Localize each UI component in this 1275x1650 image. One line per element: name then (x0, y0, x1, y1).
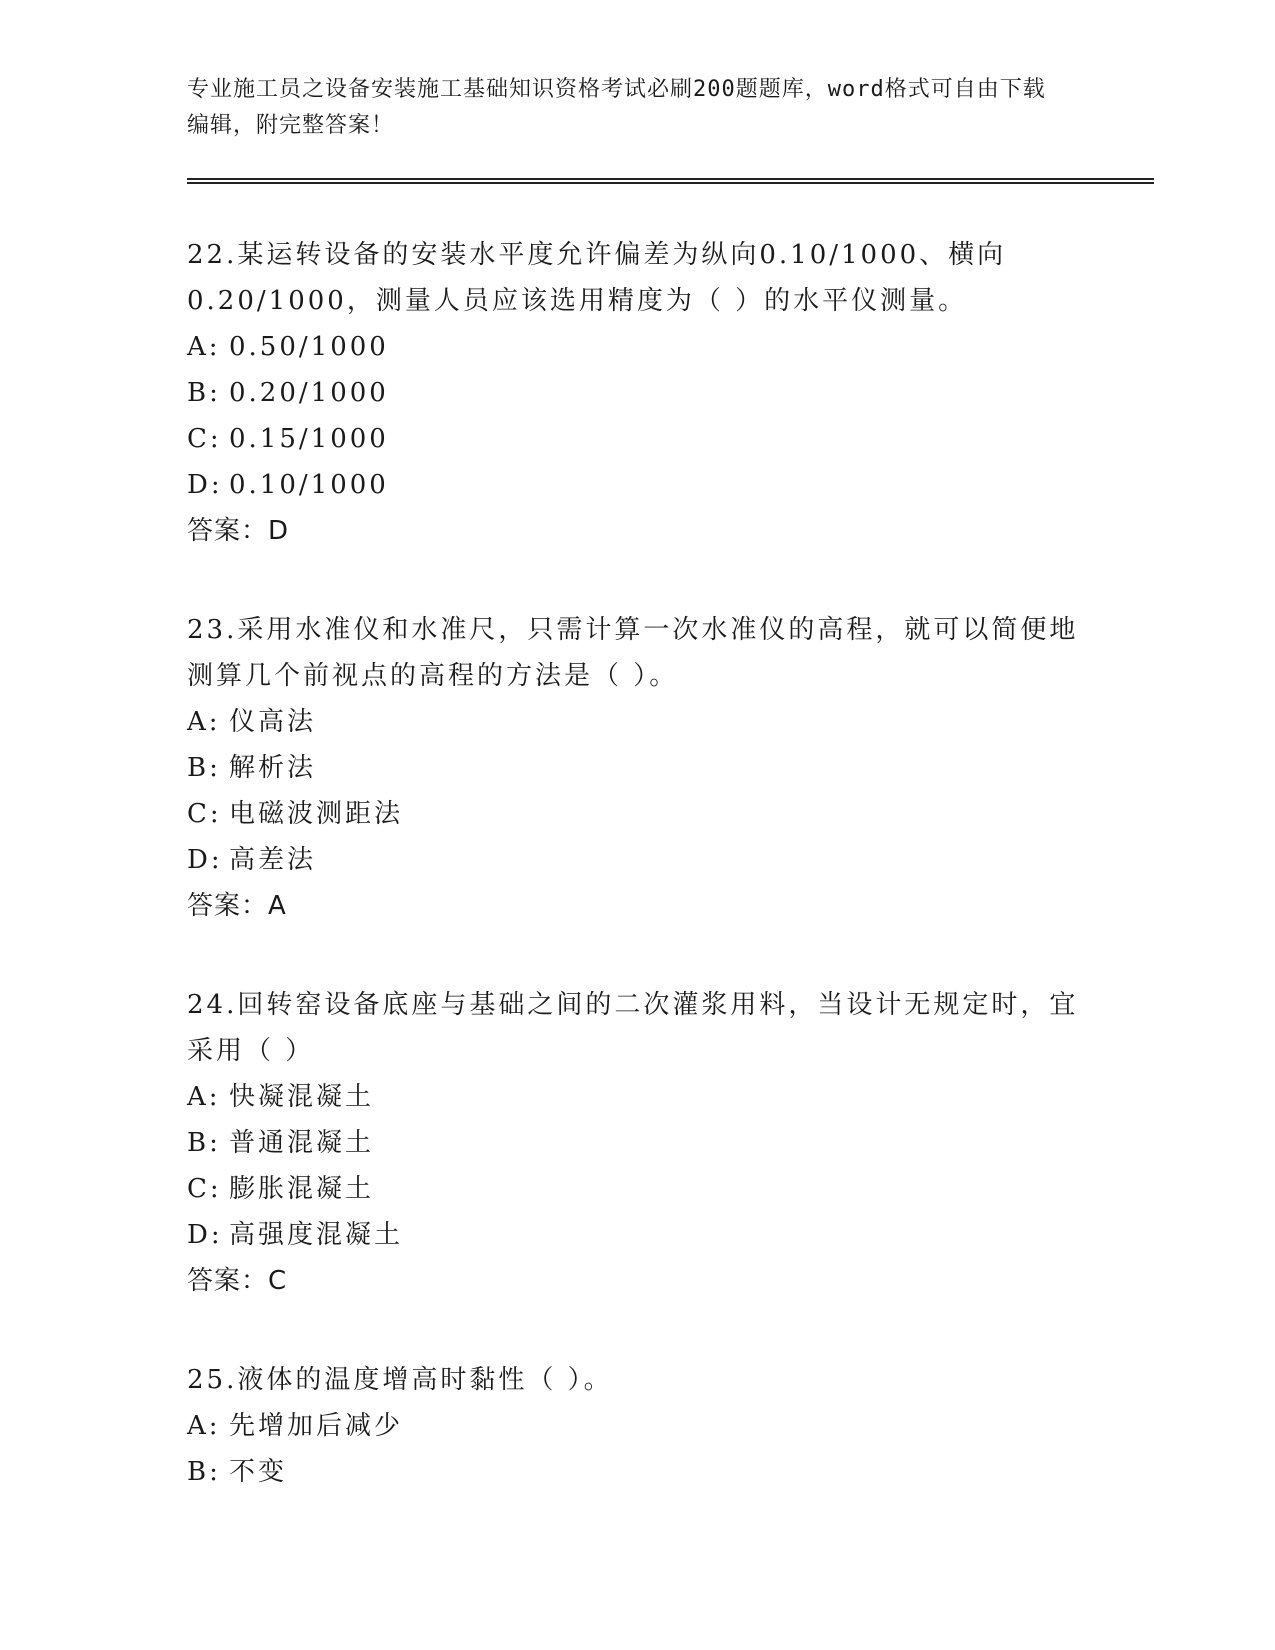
option-key: D: (187, 845, 223, 875)
option-a (187, 324, 1087, 370)
option-a (187, 1403, 1087, 1449)
option-text: 0.10/1000 (229, 470, 389, 500)
option-b (187, 1449, 1087, 1495)
option-d (187, 837, 1087, 883)
option-key: D: (187, 1220, 223, 1250)
question-24 (187, 982, 1087, 1304)
answer-line: 答案：A (187, 891, 287, 921)
option-d (187, 1212, 1087, 1258)
option-text: 0.20/1000 (229, 378, 389, 408)
option-text: 高差法 (229, 845, 317, 875)
question-stem: 25.液体的温度增高时黏性（ ）。 (187, 1365, 613, 1395)
question-stem: 23.采用水准仪和水准尺，只需计算一次水准仪的高程，就可以简便地测算几个前视点的高程的方法是（ ）。 (187, 615, 1079, 691)
option-b (187, 1120, 1087, 1166)
option-text: 不变 (229, 1457, 288, 1487)
option-key: C: (187, 1174, 222, 1204)
document-header (187, 72, 1067, 144)
option-b (187, 370, 1087, 416)
option-key: B: (187, 1128, 221, 1158)
option-text: 膨胀混凝土 (229, 1174, 375, 1204)
option-text: 电磁波测距法 (229, 799, 404, 829)
answer-line: 答案：D (187, 516, 290, 546)
option-key: B: (187, 1457, 221, 1487)
option-key: A: (187, 707, 221, 737)
option-c (187, 791, 1087, 837)
option-key: D: (187, 470, 223, 500)
header-divider (187, 178, 1154, 184)
option-a (187, 1074, 1087, 1120)
question-22 (187, 232, 1087, 554)
option-text: 快凝混凝土 (229, 1082, 375, 1112)
question-23 (187, 607, 1087, 929)
question-stem: 22.某运转设备的安装水平度允许偏差为纵向0.10/1000、横向0.20/1000，测量人员应该选用精度为（ ）的水平仪测量。 (187, 240, 1007, 316)
option-key: A: (187, 1411, 221, 1441)
option-text: 0.50/1000 (229, 332, 389, 362)
question-25 (187, 1357, 1087, 1495)
option-key: C: (187, 799, 222, 829)
option-text: 先增加后减少 (229, 1411, 404, 1441)
option-text: 仪高法 (229, 707, 317, 737)
option-text: 高强度混凝土 (229, 1220, 404, 1250)
option-c (187, 416, 1087, 462)
question-stem: 24.回转窑设备底座与基础之间的二次灌浆用料，当设计无规定时，宜采用（ ） (187, 990, 1079, 1066)
option-b (187, 745, 1087, 791)
question-list (187, 232, 1087, 1548)
option-text: 0.15/1000 (229, 424, 389, 454)
answer-line: 答案：C (187, 1266, 288, 1296)
option-key: B: (187, 378, 221, 408)
option-d (187, 462, 1087, 508)
option-text: 普通混凝土 (229, 1128, 375, 1158)
option-key: B: (187, 753, 221, 783)
option-key: C: (187, 424, 222, 454)
option-a (187, 699, 1087, 745)
option-text: 解析法 (229, 753, 317, 783)
option-key: A: (187, 332, 221, 362)
option-c (187, 1166, 1087, 1212)
option-key: A: (187, 1082, 221, 1112)
header-description: 专业施工员之设备安装施工基础知识资格考试必刷200题题库，word格式可自由下载编辑，附完整答案！ (187, 77, 1046, 138)
